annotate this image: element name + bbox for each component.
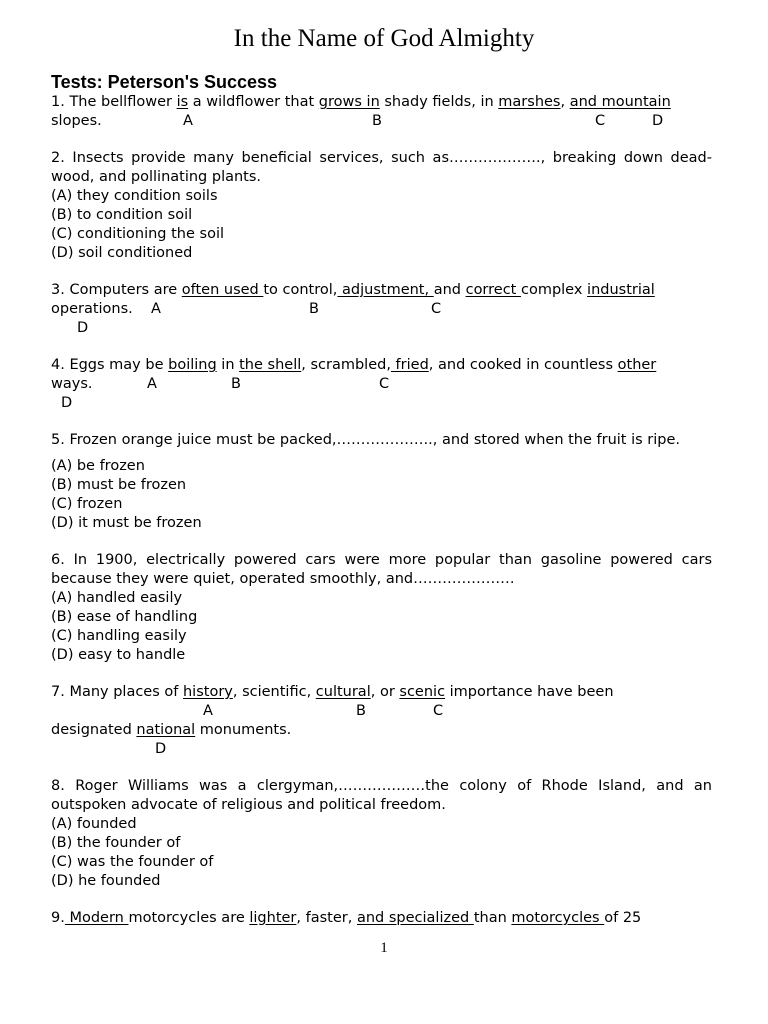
option-label-d: D <box>652 113 664 129</box>
underlined-option-b: the shell <box>239 357 302 373</box>
text-fragment: 9. <box>51 910 65 926</box>
answer-option-c: (C) handling easily <box>51 628 187 644</box>
text-fragment: than <box>473 910 512 926</box>
option-label-a: A <box>183 113 193 129</box>
answer-option-b: (B) must be frozen <box>51 477 187 493</box>
option-label-d: D <box>61 395 73 411</box>
text-fragment: importance have been <box>445 684 614 700</box>
underlined-option-c: scenic <box>399 684 446 700</box>
option-label-c: C <box>379 376 390 392</box>
text-fragment: monuments. <box>195 722 292 738</box>
option-label-b: B <box>356 703 366 719</box>
answer-option-a: (A) founded <box>51 816 137 832</box>
text-fragment: to control, <box>263 282 338 298</box>
text-fragment: , scientific, <box>232 684 316 700</box>
underlined-option-c: and specialized <box>356 910 474 926</box>
option-label-b: B <box>372 113 382 129</box>
text-fragment: complex <box>520 282 588 298</box>
answer-option-a: (A) handled easily <box>51 590 183 606</box>
option-label-b: B <box>231 376 241 392</box>
question-1-sentence <box>51 93 712 112</box>
answer-option-d: (D) it must be frozen <box>51 515 202 531</box>
underlined-option-a: is <box>176 94 189 110</box>
text-fragment: , <box>560 94 570 110</box>
option-label-b: B <box>309 301 319 317</box>
option-label-a: A <box>147 376 157 392</box>
option-label-a: A <box>151 301 161 317</box>
question-9 <box>51 909 712 928</box>
question-6-stem: 6. In 1900, electrically powered cars were more popular than gasoline powered cars because they were quiet, operated smoothly, and………………… <box>51 552 712 587</box>
text-fragment: designated <box>51 722 137 738</box>
question-4-sentence <box>51 356 712 375</box>
underlined-option-c: marshes <box>498 94 561 110</box>
text-fragment: , or <box>370 684 400 700</box>
underlined-option-b: grows in <box>318 94 380 110</box>
answer-option-c: (C) frozen <box>51 496 123 512</box>
option-label-c: C <box>433 703 444 719</box>
text-fragment: , scrambled, <box>301 357 391 373</box>
answer-option-d: (D) he founded <box>51 873 161 889</box>
question-8 <box>51 777 712 891</box>
text-fragment: in <box>216 357 240 373</box>
question-1-label-line <box>51 112 712 131</box>
question-3-label-line-2 <box>51 319 712 338</box>
answer-option-d: (D) easy to handle <box>51 647 186 663</box>
text-fragment: , and cooked in countless <box>428 357 618 373</box>
option-label-d: D <box>77 320 89 336</box>
question-2 <box>51 149 712 263</box>
section-heading: Tests: Peterson's Success <box>51 72 278 92</box>
answer-option-c: (C) conditioning the soil <box>51 226 225 242</box>
underlined-option-d: and mountain <box>569 94 671 110</box>
document-title: In the Name of God Almighty <box>233 25 535 52</box>
question-7-label-line <box>51 702 712 721</box>
text-fragment: 3. Computers are <box>51 282 182 298</box>
answer-option-b: (B) the founder of <box>51 835 181 851</box>
text-fragment: and <box>433 282 466 298</box>
answer-option-a: (A) be frozen <box>51 458 145 474</box>
question-7-sentence <box>51 683 712 702</box>
text-fragment: of 25 <box>604 910 642 926</box>
option-label-d: D <box>155 741 167 757</box>
text-fragment: 4. Eggs may be <box>51 357 169 373</box>
option-label-a: A <box>203 703 213 719</box>
question-7 <box>51 683 712 759</box>
question-6 <box>51 551 712 665</box>
answer-option-d: (D) soil conditioned <box>51 245 193 261</box>
underlined-option-c: fried <box>390 357 429 373</box>
text-fragment: a wildflower that <box>188 94 319 110</box>
answer-option-a: (A) they condition soils <box>51 188 218 204</box>
text-fragment: , faster, <box>296 910 357 926</box>
text-fragment: ways. <box>51 376 93 392</box>
question-2-stem: 2. Insects provide many beneficial services, such as………………., breaking down dead-wood, and pollinating plants. <box>51 150 712 185</box>
underlined-option-a: Modern <box>64 910 129 926</box>
text-fragment: motorcycles are <box>128 910 250 926</box>
underlined-option-d: industrial <box>587 282 655 298</box>
question-3 <box>51 281 712 338</box>
underlined-option-c: correct <box>465 282 521 298</box>
underlined-option-a: history <box>182 684 233 700</box>
answer-option-c: (C) was the founder of <box>51 854 214 870</box>
underlined-option-b: cultural <box>315 684 371 700</box>
text-fragment: 7. Many places of <box>51 684 183 700</box>
option-label-c: C <box>595 113 606 129</box>
option-label-c: C <box>431 301 442 317</box>
text-fragment: shady fields, in <box>379 94 499 110</box>
question-7-label-line-2 <box>51 740 712 759</box>
underlined-option-a: boiling <box>168 357 217 373</box>
underlined-option-b: adjustment, <box>337 282 434 298</box>
underlined-option-d: national <box>136 722 196 738</box>
answer-option-b: (B) ease of handling <box>51 609 198 625</box>
question-5 <box>51 431 712 533</box>
text-fragment: operations. <box>51 301 133 317</box>
question-3-label-line <box>51 300 712 319</box>
underlined-option-b: lighter <box>249 910 297 926</box>
question-4 <box>51 356 712 413</box>
text-fragment: slopes. <box>51 113 102 129</box>
underlined-option-d: motorcycles <box>511 910 605 926</box>
question-9-sentence <box>51 909 712 928</box>
question-7-sentence-2 <box>51 721 712 740</box>
question-4-label-line <box>51 375 712 394</box>
underlined-option-d: other <box>617 357 657 373</box>
text-fragment: 1. The bellflower <box>51 94 177 110</box>
question-1 <box>51 93 712 131</box>
question-8-stem: 8. Roger Williams was a clergyman,………………the colony of Rhode Island, and an outspoken advocate of religious and political freedom. <box>51 778 712 813</box>
underlined-option-a: often used <box>181 282 264 298</box>
answer-option-b: (B) to condition soil <box>51 207 193 223</box>
question-3-sentence <box>51 281 712 300</box>
test-body <box>51 93 712 946</box>
page-number: 1 <box>380 940 388 956</box>
question-5-stem: 5. Frozen orange juice must be packed,……………….., and stored when the fruit is ripe. <box>51 432 681 448</box>
question-4-label-line-2 <box>51 394 712 413</box>
